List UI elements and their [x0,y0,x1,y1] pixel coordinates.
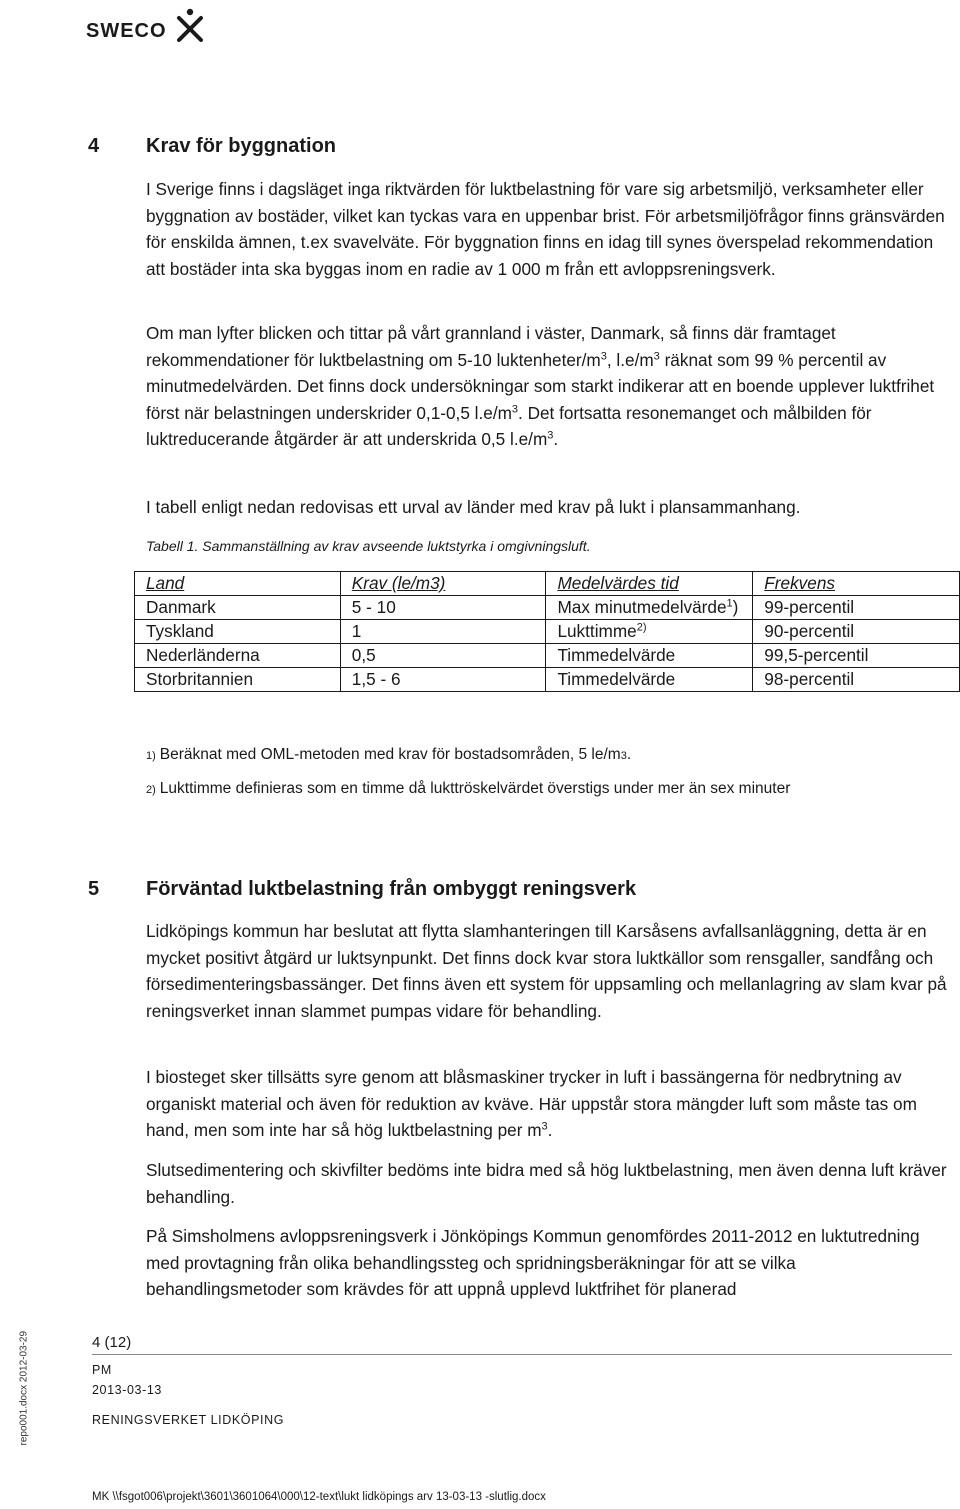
footer-date: 2013-03-13 [92,1383,162,1397]
cell-land: Storbritannien [135,668,341,692]
logo-figure-icon [176,6,210,44]
section-4-paragraph-1: I Sverige finns i dagsläget inga riktvärden för luktbelastning för vare sig arbetsmiljö, verksamheter eller byggnation av bostäder, vilket kan tyckas vara en uppenbar brist. För arbetsmiljöfrågor finns gränsvärden för enskilda ämnen, t.ex svavelväte. För byggnation finns en idag till synes överspelad rekommendation att bostäder inta ska byggas inom en radie av 1 000 m från ett avloppsreningsverk. [146,179,945,279]
table-row [135,596,960,620]
cell-krav: 1,5 - 6 [340,668,546,692]
footnote-2: 2) Lukttimme definieras som en timme då lukttröskelvärdet överstigs under mer än sex minuter [146,780,791,797]
cell-frekvens: 98-percentil [753,668,960,692]
template-side-label: repo001.docx 2012-03-29 [18,1330,30,1446]
table-row [135,620,960,644]
section-4-paragraph-2: Om man lyfter blicken och tittar på vårt grannland i väster, Danmark, så finns där framtaget rekommendationer för luktbelastning om 5-10 luktenheter/$m^3$, $l.e/m^3$ räknat som 99 % percentil av minutmedelvärden. Det finns dock undersökningar som starkt indikerar att en boende upplever luktfrihet först när belastningen underskrider 0,1-0,5 $l.e/m^3$. Det fortsatta resonemanget och målbilden för luktreducerande åtgärder är att underskrida 0,5 $l.e/m^3$. [146,323,935,449]
header-frekvens: Frekvens [753,572,960,596]
cell-krav: 1 [340,620,546,644]
header-krav: Krav (le/m3) [340,572,546,596]
table-row [135,668,960,692]
section-5-paragraph-3: Slutsedimentering och skivfilter bedöms inte bidra med så hög luktbelastning, men även denna luft kräver behandling. [146,1160,947,1207]
cell-krav: 0,5 [340,644,546,668]
table-row [135,644,960,668]
section-4-paragraph-3: I tabell enligt nedan redovisas ett urval av länder med krav på lukt i plansammanhang. [146,497,801,517]
cell-land: Danmark [135,596,341,620]
cell-tid: Timmedelvärde [546,644,753,668]
cell-frekvens: 99,5-percentil [753,644,960,668]
cell-frekvens: 90-percentil [753,620,960,644]
section-4-number: 4 [88,135,100,157]
cell-land: Nederländerna [135,644,341,668]
section-5-number: 5 [88,878,100,900]
cell-land: Tyskland [135,620,341,644]
table-header-row [135,572,960,596]
footer-divider [92,1354,952,1355]
cell-tid: Timmedelvärde [546,668,753,692]
section-5-paragraph-4: På Simsholmens avloppsreningsverk i Jönköpings Kommun genomfördes 2011-2012 en luktutredning med provtagning från olika behandlingssteg och spridningsberäkningar för att se vilka behandlingsmetoder som krävdes för att uppnå upplevd luktfrihet för planerad [146,1226,920,1299]
footer-project: RENINGSVERKET LIDKÖPING [92,1413,285,1427]
sweco-logo [86,6,216,46]
cell-tid: Lukttimme$^{2)}$ [546,620,753,644]
cell-krav: 5 - 10 [340,596,546,620]
footer-filepath: MK \\fsgot006\projekt\3601\3601064\000\12-text\lukt lidköpings arv 13-03-13 -slutlig.docx [92,1491,546,1503]
footer-author: PM [92,1363,112,1377]
footnote-1: 1) Beräknat med OML-metoden med krav för bostadsområden, 5 le/m3. [146,746,632,763]
odor-requirements-table [134,571,960,692]
section-5-paragraph-2: I biosteget sker tillsätts syre genom att blåsmaskiner trycker in luft i bassängerna för nedbrytning av organiskt material och även för reduktion av kväve. Här uppstår stora mängder luft som måste tas om hand, men som inte har så hög luktbelastning per $m^3$. [146,1067,917,1140]
header-land: Land [135,572,341,596]
section-5-title: Förväntad luktbelastning från ombyggt reningsverk [146,878,637,900]
cell-tid: Max minutmedelvärde$^1$) [546,596,753,620]
cell-frekvens: 99-percentil [753,596,960,620]
table-caption: Tabell 1. Sammanställning av krav avseende luktstyrka i omgivningsluft. [146,538,591,554]
header-medelvardes-tid: Medelvärdes tid [546,572,753,596]
logo-text: SWECO [86,20,167,42]
page-number: 4 (12) [92,1334,132,1351]
section-4-title: Krav för byggnation [146,135,337,157]
section-5-paragraph-1: Lidköpings kommun har beslutat att flytta slamhanteringen till Karsåsens avfallsanläggning, detta är en mycket positivt åtgärd ur luktsynpunkt. Det finns dock kvar stora luktkällor som rensgaller, sandfång och försedimenteringsbassänger. Det finns även ett system för uppsamling och mellanlagring av slam kvar på reningsverket innan slammet pumpas vidare för behandling. [146,921,947,1021]
